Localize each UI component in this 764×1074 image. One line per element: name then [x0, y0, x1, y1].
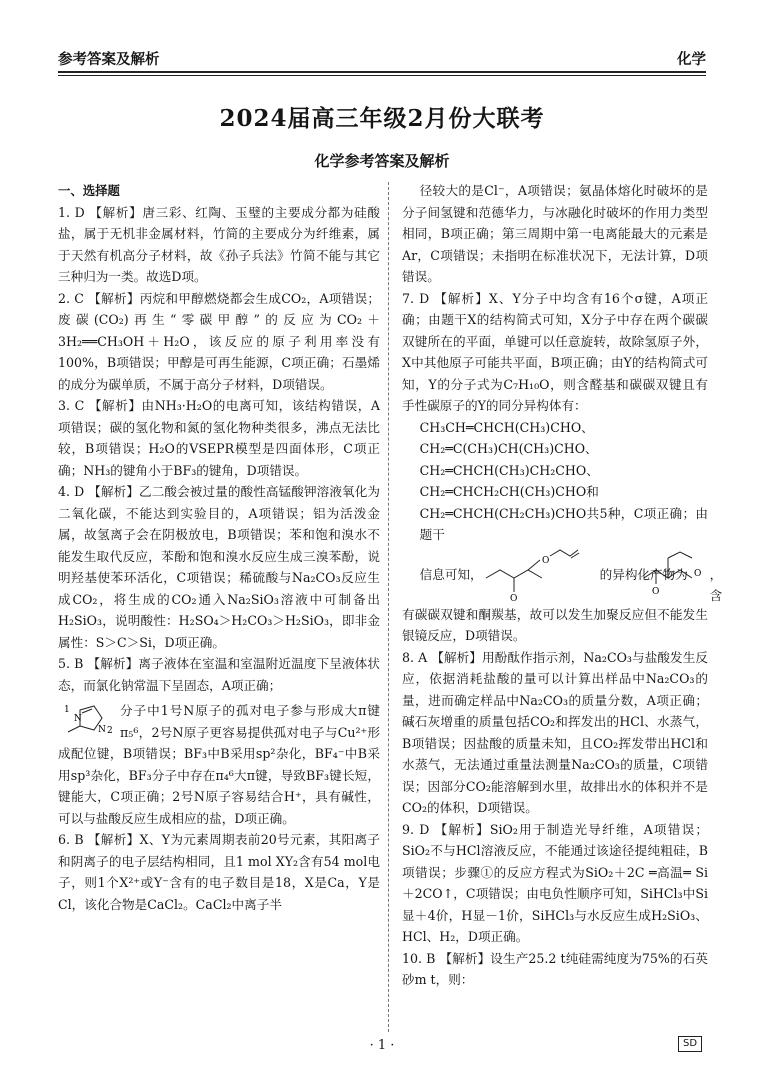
header-rule-thin: [58, 75, 706, 76]
isomer-2: CH₂═C(CH₃)CH(CH₃)CHO、: [419, 441, 598, 456]
isomer-4: CH₂═CHCH₂CH(CH₃)CHO和: [419, 484, 599, 499]
isomer-3: CH₂═CHCH(CH₃)CH₂CHO、: [419, 462, 599, 478]
page-header: [58, 46, 706, 70]
isomer-contains-text: ，含: [709, 566, 723, 603]
header-left: 参考答案及解析: [58, 52, 160, 68]
right-column: [402, 180, 723, 991]
answer-item-5: 5. B 【解析】离子液体在室温和室温附近温度下呈液体状态，而氯化钠常温下呈固态，A项正确；: [58, 656, 380, 693]
answer-item-7: 7. D 【解析】X、Y分子中均含有16个σ键，A项正确；由题干X的结构简式可知，X分子中存在两个碳碳双键所在的平面，单键可以任意旋转，故除氢原子外，X中其他原子可能共平面，B项正确；由Y的结构简式可知，Y的分子式为C₇H₁₀O，则含醛基和碳碳双键且有手性碳原子的Y的同分异构体有：: [402, 290, 708, 413]
isomer-1: CH₃CH═CHCH(CH₃)CHO、: [419, 419, 594, 435]
left-column: [58, 180, 380, 915]
label-n2: N: [98, 725, 106, 735]
imidazole-structure-icon: [58, 700, 118, 738]
edition-badge: SD: [678, 1036, 702, 1052]
svg-text:O: O: [693, 568, 702, 579]
page-number: · 1 ·: [369, 1038, 395, 1053]
answer-item-6-cont: 径较大的是Cl⁻，A项错误；氨晶体熔化时破坏的是分子间氢键和范德华力，与冰融化时破坏的作用力类型相同，B项正确；第三周期中第一电离能最大的元素是Ar，C项错误；未指明在标准状况下，无法计算，D项错误。: [402, 183, 708, 284]
isomerization-figure: [419, 546, 723, 604]
svg-text:O: O: [541, 555, 550, 566]
column-divider: [388, 182, 389, 1032]
answer-item-5-text: 分子中1号N原子的孤对电子参与形成大π键π₅⁶，2号N原子更容易提供孤对电子与Cu²⁺形成配位键，B项错误；BF₃中B采用sp²杂化，BF₄⁻中B采用sp³杂化，BF₃分子中存在π₄⁶大π键，导致BF₃键长短，键能大，C项正确；2号N原子容易结合H⁺，具有碱性，可以与盐酸反应生成相应的盐，D项正确。: [58, 703, 380, 826]
page-subtitle: 化学参考答案及解析: [314, 152, 450, 170]
isomer-product-text: 的异构化产物为: [599, 566, 688, 582]
answer-item-6: 6. B 【解析】X、Y为元素周期表前20号元素，其阳离子和阴离子的电子层结构相同，且1 mol XY₂含有54 mol电子，则1个X²⁺或Y⁻含有的电子数目是18，X是Ca，Y是Cl，该化合物是CaCl₂。CaCl₂中离子半: [58, 832, 380, 912]
answer-item-4: 4. D 【解析】乙二酸会被过量的酸性高锰酸钾溶液氧化为二氧化碳，不能达到实验目的，A项错误；铝为活泼金属，故氢离子会在阴极放电，B项错误；苯和饱和溴水不能发生取代反应，苯酚和饱和溴水反应生成三溴苯酚，说明羟基使苯环活化，C项错误；稀硫酸与Na₂CO₃反应生成CO₂，将生成的CO₂通入Na₂SiO₃溶液中可制备出H₂SiO₃，说明酸性：H₂SO₄＞H₂CO₃＞H₂SiO₃，即非金属性：S＞C＞Si，D项正确。: [58, 484, 380, 650]
section-heading: 一、选择题: [58, 183, 120, 198]
answer-item-2: 2. C 【解析】丙烷和甲醇燃烧都会生成CO₂，A项错误；废碳(CO₂)再生“零碳甲醇”的反应为CO₂＋3H₂══CH₃OH＋H₂O，该反应的原子利用率没有100%，B项错误；甲醇是可再生能源，C项正确；石墨烯的成分为碳单质，不属于高分子材料，D项错误。: [58, 290, 380, 392]
answer-item-8: 8. A 【解析】用酚酞作指示剂，Na₂CO₃与盐酸发生反应，依据消耗盐酸的量可以计算出样品中Na₂CO₃的量，进而确定样品中Na₂CO₃的质量分数，A项正确；碱石灰增重的质量包括CO₂和挥发出的HCl、水蒸气，B项错误；因盐酸的质量未知，且CO₂挥发带出HCl和水蒸气，无法通过重量法测量Na₂CO₃的质量，C项错误；因部分CO₂能溶解到水里，故排出水的体积并不是CO₂的体积，D项错误。: [402, 649, 708, 815]
label-2: 2: [107, 726, 113, 736]
product-structure-icon: [642, 546, 712, 602]
answer-item-1: 1. D 【解析】唐三彩、红陶、玉璧的主要成分都为硅酸盐，属于无机非金属材料，竹简的主要成分为纤维素，属于天然有机高分子材料，故《孙子兵法》竹简不能与其它三种归为一类。故选D项。: [58, 204, 380, 284]
label-1: 1: [64, 705, 70, 715]
answer-item-10: 10. B 【解析】设生产25.2 t纯硅需纯度为75%的石英砂m t，则：: [402, 950, 708, 987]
isomer-info-text: 信息可知，: [419, 566, 483, 582]
answer-item-3: 3. C 【解析】由NH₃·H₂O的电离可知，该结构错误，A项错误；碳的氢化物和氮的氢化物种类很多，沸点无法比较，B项错误；H₂O的VSEPR模型是四面体形，C项正确；NH₃的键角小于BF₃的键角，D项错误。: [58, 398, 380, 478]
svg-text:O: O: [651, 586, 660, 597]
answer-item-9: 9. D 【解析】SiO₂用于制造光导纤维，A项错误；SiO₂不与HCl溶液反应，不能通过该途径提纯粗硅，B项错误；步骤①的反应方程式为SiO₂＋2C ═高温═ Si＋2CO↑，C项错误；由电负性顺序可知，SiHCl₃中Si显＋4价，H显－1价，SiHCl₃与水反应生成H₂SiO₃、HCl、H₂，D项正确。: [402, 821, 708, 944]
reactant-structure-icon: [482, 546, 582, 602]
header-rule: [58, 71, 706, 73]
label-n1: N: [74, 714, 82, 724]
page-title: 2024届高三年级2月份大联考: [219, 105, 545, 132]
answer-item-7-end: 有碳碳双键和酮羰基，故可以发生加聚反应但不能发生银镜反应，D项错误。: [402, 606, 708, 643]
svg-text:O: O: [509, 593, 518, 602]
header-subject: 化学: [677, 52, 706, 68]
isomer-5: CH₂═CHCH(CH₂CH₃)CHO共5种，C项正确；由题干: [419, 505, 708, 542]
answer-item-5-cont: [58, 700, 380, 829]
